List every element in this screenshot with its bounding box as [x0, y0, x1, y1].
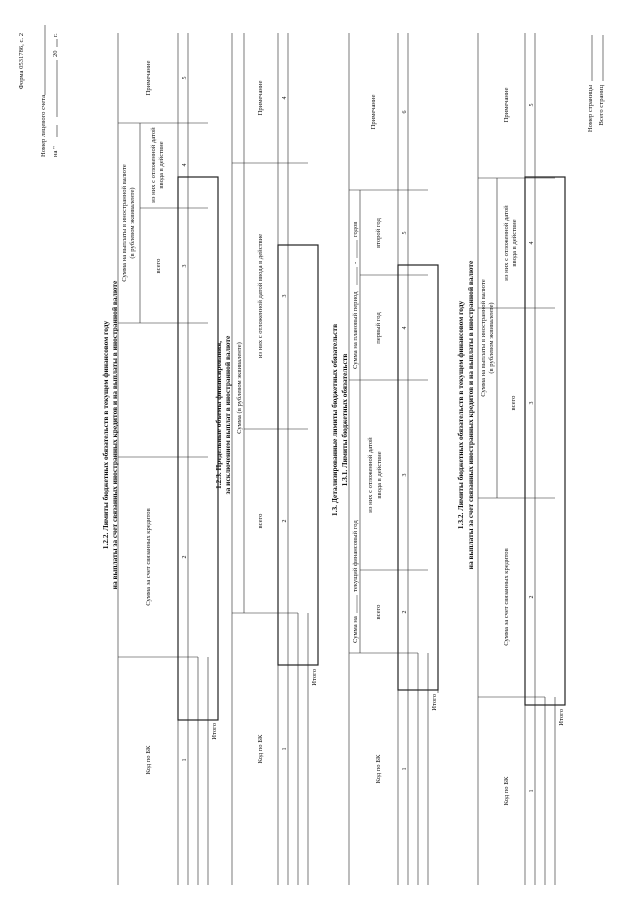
- account-number-label: Номер лицевого счета: [40, 94, 47, 157]
- section-122: [101, 33, 218, 885]
- col-number: 5: [529, 103, 535, 107]
- col-sum-header: Сумма (в рублевом эквиваленте): [236, 342, 243, 434]
- col-deferred-header-2: ввода в действие: [376, 451, 383, 499]
- total-label: Итого: [558, 709, 565, 726]
- section-131: [330, 33, 438, 885]
- col-first-year-header: первый год: [375, 312, 382, 344]
- col-second-year-header: второй год: [375, 218, 382, 248]
- total-label: Итого: [211, 723, 218, 740]
- col-deferred-header: из них с отложенной датой: [367, 437, 374, 513]
- section-122-table: [118, 33, 218, 885]
- col-note-header: Примечание: [370, 94, 377, 130]
- col-numbers-row: [529, 104, 535, 793]
- section-13-title: 1.3. Детализированные лимиты бюджетных обязательств: [330, 323, 339, 517]
- col-plan-period-header: Сумма на плановый период: [352, 291, 359, 369]
- section-132-title: 1.3.2. Лимиты бюджетных обязательств в текущем финансовом году: [456, 300, 465, 530]
- page-footer: [587, 35, 605, 132]
- col-number: 6: [402, 110, 408, 114]
- col-number: 2: [402, 610, 408, 614]
- col-number: 4: [529, 241, 535, 245]
- col-current-year-header: Сумма на: [352, 616, 359, 643]
- col-kbk-header: Код по БК: [145, 745, 152, 775]
- col-number: 2: [282, 519, 288, 523]
- col-number: 3: [529, 401, 535, 405]
- col-number: 3: [402, 473, 408, 477]
- col-fx-header: Сумма на выплаты в иностранной валюте: [480, 279, 487, 397]
- col-number: 5: [182, 76, 188, 80]
- col-numbers-row: [282, 97, 288, 751]
- col-fx-subheader: (в рублевом эквиваленте): [488, 302, 495, 374]
- col-number: 3: [182, 264, 188, 268]
- col-deferred-header: из них с отложенной датой ввода в действие: [257, 233, 264, 359]
- col-total-header: всего: [155, 258, 162, 274]
- total-label: Итого: [311, 669, 318, 686]
- col-numbers-row: [182, 77, 188, 762]
- section-132: [456, 33, 565, 885]
- rotated-form: [18, 25, 605, 885]
- col-total-header: всего: [257, 513, 264, 529]
- col-plan-period-header-2: годов: [352, 221, 359, 237]
- col-number: 4: [182, 163, 188, 167]
- total-label: Итого: [431, 694, 438, 711]
- col-amount-header: Сумма за счет связанных кредитов: [503, 548, 510, 646]
- section-132-table: [478, 33, 565, 885]
- col-number: 3: [282, 294, 288, 298]
- section-132-subtitle: на выплаты за счет связанных иностранных кредитов и на выплаты в иностранной валюте: [466, 260, 475, 570]
- col-deferred-header-2: ввода в действие: [158, 141, 165, 189]
- col-deferred-header: из них с отложенной датой: [503, 205, 510, 281]
- col-number: 1: [402, 767, 408, 771]
- col-amount-header: Сумма за счет связанных кредитов: [145, 508, 152, 606]
- col-number: 1: [529, 789, 535, 793]
- col-number: 5: [402, 231, 408, 235]
- total-pages-label: Всего страниц: [598, 85, 605, 126]
- col-note-header: Примечание: [503, 87, 510, 123]
- col-number: 4: [402, 326, 408, 330]
- section-123-table: [232, 33, 318, 885]
- section-123-title: 1.2.3. Предельные объемы финансирования,: [214, 341, 223, 489]
- page-number-label: Номер страницы: [587, 85, 594, 133]
- col-kbk-header: Код по БК: [257, 734, 264, 764]
- col-numbers-row: [402, 111, 408, 771]
- col-current-year-header-2: текущий финансовый год: [352, 520, 359, 592]
- section-123-subtitle: за исключением выплат в иностранной валюте: [223, 335, 232, 495]
- col-kbk-header: Код по БК: [503, 776, 510, 806]
- col-number: 4: [282, 96, 288, 100]
- col-kbk-header: Код по БК: [375, 754, 382, 784]
- col-total-header: всего: [510, 395, 517, 411]
- col-note-header: Примечание: [257, 80, 264, 116]
- plan-period-dash: -: [352, 261, 359, 264]
- col-number: 1: [182, 758, 188, 762]
- date-year: 20: [52, 50, 59, 57]
- form-header: [18, 25, 59, 157]
- col-number: 2: [182, 555, 188, 559]
- col-total-header: всего: [375, 604, 382, 620]
- col-note-header: Примечание: [145, 60, 152, 96]
- section-123: [214, 33, 318, 885]
- col-fx-subheader: (в рублевом эквиваленте): [129, 187, 136, 259]
- section-122-subtitle: на выплаты за счет связанных иностранных кредитов и на выплаты в иностранной валюте: [110, 280, 119, 590]
- col-fx-header: Сумма на выплаты в иностранной валюте: [121, 164, 128, 282]
- section-131-table: [349, 33, 438, 885]
- col-deferred-header-2: ввода в действие: [511, 219, 518, 267]
- section-131-title: 1.3.1. Лимиты бюджетных обязательств: [340, 353, 349, 487]
- section-122-title: 1.2.2. Лимиты бюджетных обязательств в текущем финансовом году: [101, 320, 110, 550]
- date-suffix: г.: [52, 33, 59, 37]
- col-number: 1: [282, 747, 288, 751]
- date-prefix: на ": [52, 146, 59, 157]
- form-code: Форма 0531786, с. 2: [18, 33, 25, 90]
- col-deferred-header: из них с отложенной датой: [150, 127, 157, 203]
- col-number: 2: [529, 595, 535, 599]
